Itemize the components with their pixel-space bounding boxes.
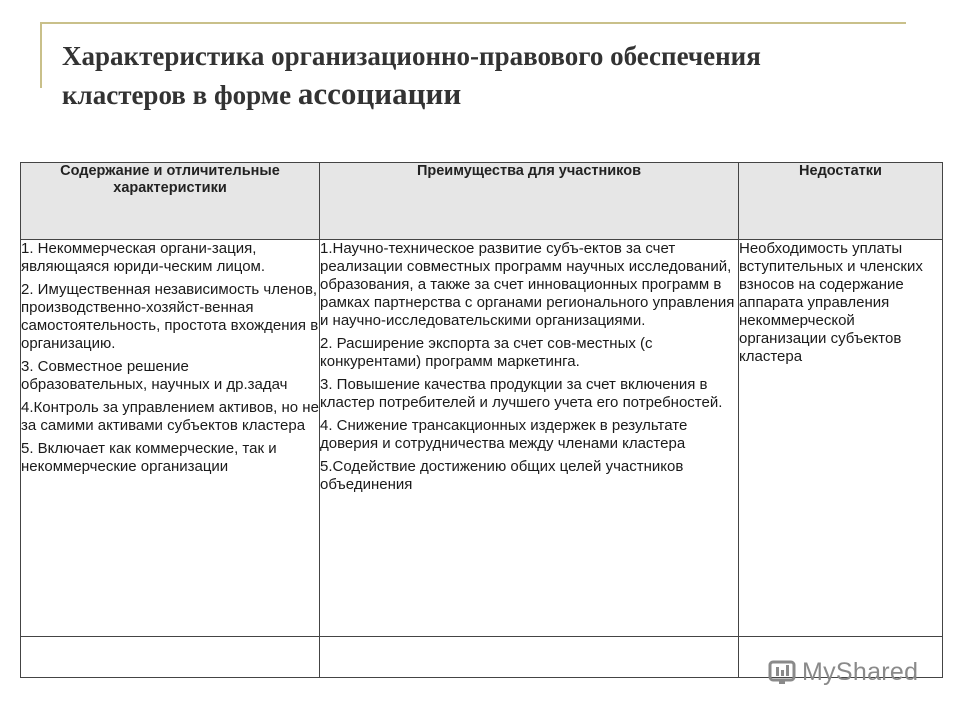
slide-title [62,38,922,114]
association-characteristics-table [20,162,943,678]
watermark-text: MyShared [802,657,919,686]
characteristics-cell [21,240,320,637]
characteristic-item: 3. Совместное решение образовательных, научных и др.задач [21,358,288,393]
advantages-cell [320,240,739,637]
table-header-row [21,163,943,240]
decorative-horizontal-line [40,22,906,24]
characteristic-item: 4.Контроль за управлением активов, но не за самими активами субъектов кластера [21,399,319,434]
decorative-vertical-line [40,22,42,88]
header-disadvantages: Недостатки [739,163,943,240]
advantage-item: 1.Научно-техническое развитие субъ-ектов за счет реализации совместных программ научных исследований, образования, а также за счет инновационных программ в рамках партнерства с органами регионального управления и научно-исследовательскими организациями. [320,240,735,329]
disadvantage-item: Необходимость уплаты вступительных и членских взносов на содержание аппарата управления некоммерческой организации субъектов кластера [739,240,923,365]
characteristic-item: 2. Имущественная независимость членов, производственно-хозяйст-венная самостоятельность, простота вхождения в организацию. [21,281,319,352]
advantage-item: 2. Расширение экспорта за счет сов-местных (с конкурентами) программ маркетинга. [320,335,653,370]
advantage-item: 4. Снижение трансакционных издержек в результате доверия и сотрудничества между членами кластера [320,417,688,452]
title-line-2-prefix: кластеров в форме [62,80,298,110]
empty-cell [21,637,320,678]
characteristic-item: 1. Некоммерческая органи-зация, являющаяся юриди-ческим лицом. [21,240,266,275]
characteristic-item: 5. Включает как коммерческие, так и некоммерческие организации [21,440,277,475]
myshared-logo-icon [768,657,798,687]
title-line-2 [62,75,922,114]
table-body-row [21,240,943,637]
disadvantages-cell [739,240,943,637]
advantage-item: 3. Повышение качества продукции за счет включения в кластер потребителей и лучшего учета его потребностей. [320,376,723,411]
myshared-watermark [768,652,918,692]
title-line-2-emphasis: ассоциации [297,76,462,111]
header-advantages: Преимущества для участников [320,163,739,240]
title-line-1: Характеристика организационно-правового обеспечения [62,41,761,71]
advantage-item: 5.Содействие достижению общих целей участников объединения [320,458,684,493]
empty-cell [320,637,739,678]
header-content-characteristics: Содержание и отличительные характеристики [21,163,320,240]
